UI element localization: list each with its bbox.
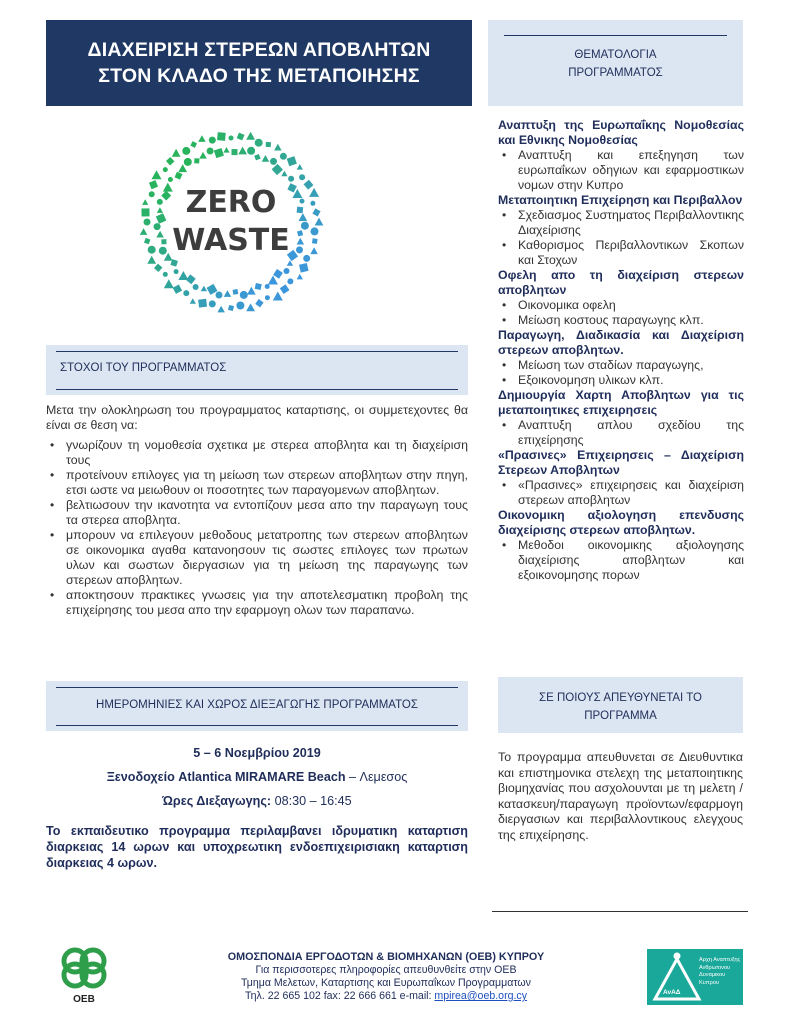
- header-rule-top: [56, 351, 458, 352]
- footer-org: ΟΜΟΣΠΟΝΔΙΑ ΕΡΓΟΔΟΤΩΝ & ΒΙΟΜΗΧΑΝΩΝ (ΟΕΒ) ΚΥΠΡΟΥ: [227, 951, 545, 963]
- goals-intro: Μετα την ολοκληρωση του προγραμματος καταρτισης, οι συμμετεχοντες θα είναι σε θεση να:: [46, 403, 468, 432]
- recycling-icon: [287, 156, 297, 166]
- recycling-icon: [297, 238, 305, 245]
- recycling-icon: [178, 271, 188, 280]
- recycling-icon: [236, 302, 244, 310]
- recycling-icon: [141, 208, 149, 216]
- recycling-icon: [161, 239, 166, 244]
- recycling-icon: [157, 207, 163, 213]
- divider-line: [492, 911, 748, 912]
- theme-section-title: Οφελη απο τη διαχείριση στερεων αποβλητων: [498, 268, 744, 297]
- recycling-icon: [299, 263, 309, 273]
- recycling-icon: [154, 223, 161, 230]
- recycling-icon: [217, 132, 226, 141]
- recycling-icon: [273, 292, 283, 301]
- header-rule-bottom: [56, 389, 458, 390]
- recycling-icon: [156, 231, 164, 238]
- goal-item: • βελτιωσουν την ικανοτητα να εντοπίζουν μεσα απο την παραγωγη τους τα στερεα αποβλητα.: [46, 498, 468, 528]
- recycling-icon: [311, 227, 319, 235]
- theme-item: • Αναπτυξη και επεξηγηση των ευρωπαΐκων οδηγιων και εφαρμοστικων νομων στην Κυπρο: [498, 148, 744, 193]
- theme-section-title: Αναπτυξη της Ευρωπαΐκης Νομοθεσίας και Εθνικης Νομοθεσίας: [498, 118, 744, 147]
- recycling-icon: [144, 238, 150, 244]
- recycling-icon: [198, 135, 206, 142]
- recycling-icon: [142, 199, 148, 205]
- recycling-icon: [172, 149, 181, 157]
- recycling-icon: [303, 255, 310, 262]
- anad-line: Ανθρωπινου: [699, 964, 731, 971]
- anad-line: Κυπρου: [699, 979, 720, 986]
- recycling-icon: [287, 260, 293, 266]
- theme-section-title: Οικονομικη αξιολογηση επενδυσης διαχείρισης στερεων αποβλητων.: [498, 508, 744, 537]
- recycling-icon: [272, 164, 283, 175]
- recycling-icon: [312, 238, 318, 244]
- recycling-icon: [164, 279, 174, 288]
- hours-value: 08:30 – 16:45: [271, 794, 352, 808]
- recycling-icon: [312, 208, 320, 216]
- recycling-icon: [207, 284, 218, 295]
- theme-item: • Μείωση κοστους παραγωγης κλπ.: [498, 313, 744, 328]
- recycling-icon: [190, 298, 196, 304]
- recycling-icon: [152, 170, 162, 179]
- theme-item: • Αναπτυξη απλου σχεδίου της επιχείρησης: [498, 418, 744, 448]
- event-venue: [46, 765, 468, 789]
- theme-section-title: Δημιουργία Χαρτη Αποβλητων για τις μεταποιητικες επιχειρησεις: [498, 388, 744, 417]
- recycling-icon: [161, 191, 171, 201]
- page-title: [46, 20, 472, 106]
- recycling-icon: [229, 136, 234, 141]
- recycling-icon: [216, 292, 223, 299]
- recycling-icon: [246, 303, 255, 311]
- goals-body: [46, 403, 468, 618]
- recycling-icon: [149, 180, 158, 189]
- goals-section-header: [46, 345, 468, 395]
- theme-section-header: [488, 20, 743, 106]
- recycling-icon: [207, 148, 214, 155]
- recycling-icon: [247, 147, 255, 155]
- title-line-1: ΔΙΑΧΕΙΡΙΣΗ ΣΤΕΡΕΩΝ ΑΠΟΒΛΗΤΩΝ: [87, 39, 431, 61]
- recycling-icon: [148, 246, 156, 254]
- waste-text: WASTE: [172, 223, 290, 258]
- recycling-icon: [309, 188, 319, 197]
- audience-header-text: [498, 689, 743, 725]
- anad-text: [699, 957, 741, 987]
- recycling-icon: [182, 147, 190, 155]
- theme-item: • Εξοικονομηση υλικων κλπ.: [498, 373, 744, 388]
- goal-item: • μπορουν να επιλεγουν μεθοδους μετατροπης των στερεων αποβλητων σε οικονομικα αγαθα κατανοησουν τις σωστες επιλογες των πρωτων υλων και σωστων διεργασιων για τη μείωση της παραγωγης των στερεων αποβλητων.: [46, 528, 468, 588]
- recycling-icon: [209, 300, 216, 307]
- anad-line: Αρχη Αναπτυξης: [699, 957, 741, 963]
- recycling-icon: [297, 230, 303, 236]
- recycling-icon: [247, 287, 256, 295]
- recycling-icon: [209, 137, 216, 144]
- footer-contact: [190, 990, 582, 1003]
- recycling-icon: [163, 167, 168, 172]
- recycling-icon: [299, 174, 305, 180]
- recycling-icon: [297, 164, 303, 170]
- recycling-icon: [266, 142, 271, 147]
- recycling-icon: [178, 164, 187, 172]
- recycling-icon: [281, 171, 287, 177]
- venue-city: – Λεμεσος: [345, 770, 408, 784]
- recycling-icon: [184, 158, 192, 166]
- recycling-icon: [163, 272, 168, 277]
- recycling-icon: [233, 289, 239, 295]
- recycling-icon: [237, 133, 245, 141]
- recycling-icon: [201, 286, 207, 292]
- theme-header-line-2: ΠΡΟΓΡΑΜΜΑΤΟΣ: [568, 67, 663, 79]
- recycling-icon: [224, 290, 232, 297]
- recycling-icon: [232, 149, 238, 155]
- goal-item: • γνωρίζουν τη νομοθεσία σχετικα με στερεα αποβλητα και τη διαχείριση τους: [46, 438, 468, 468]
- recycling-icon: [157, 199, 163, 205]
- theme-item: • Σχεδιασμος Συστηματος Περιβαλλοντικης Διαχείρισης: [498, 208, 744, 238]
- recycling-icon: [255, 139, 263, 147]
- recycling-icon: [284, 268, 290, 274]
- theme-item: • Καθορισμος Περιβαλλοντικων Σκοπων και Στοχων: [498, 238, 744, 268]
- recycling-icon: [265, 284, 270, 289]
- recycling-icon: [228, 305, 234, 311]
- theme-section-title: Μεταποιητικη Επιχείρηση και Περιβαλλον: [498, 193, 743, 207]
- recycling-icon: [159, 247, 167, 255]
- recycling-icon: [299, 213, 308, 221]
- recycling-icon: [287, 183, 296, 192]
- theme-section-title: Παραγωγη, Διαδικασία και Διαχείριση στερεων αποβλητων.: [498, 328, 744, 357]
- goal-item: • προτείνουν επιλογες για τη μείωση των στερεων αποβλητων στην πηγη, ετσι ωστε να μειωθουν οι ποσοτητες των παραγομενων αποβλητων.: [46, 468, 468, 498]
- footer-info: Για περισσοτερες πληροφορίες απευθυνθείτε στην ΟΕΒ: [255, 964, 517, 976]
- recycling-icon: [174, 269, 179, 274]
- goal-item: • αποκτησουν πρακτικες γνωσεις για την αποτελεσματικη προβολη της επιχείρησης του μεσα απο την εφαρμογη ολων των παραπανω.: [46, 588, 468, 618]
- audience-text: Το προγραμμα απευθυνεται σε Διευθυντικα και επιστημονικα στελεχη της μεταποιητικης βιομηχανίας που ασχολουνται με τη μελετη / κατασκευη/παραγωγη προϊοντων/εφαρμογη διεργασιων και περιβαλλοντικους ελεγχους της επιχείρησης.: [498, 750, 743, 842]
- recycling-icon: [297, 274, 303, 280]
- theme-header-text: [488, 46, 743, 82]
- footer-phone: Τηλ. 22 665 102 fax: 22 666 661 e-mail:: [244, 990, 435, 1002]
- audience-header-line-2: ΠΡΟΓΡΑΜΜΑ: [584, 710, 657, 722]
- recycling-icon: [274, 144, 282, 151]
- recycling-icon: [238, 147, 247, 155]
- recycling-icon: [194, 158, 199, 163]
- recycling-icon: [280, 284, 290, 294]
- anad-logo: [647, 949, 743, 1005]
- header-rule-top: [56, 687, 458, 688]
- theme-header-line-1: ΘΕΜΑΤΟΛΟΓΙΑ: [574, 49, 657, 61]
- recycling-icon: [280, 153, 287, 160]
- email-link[interactable]: mpirea@oeb.org.cy: [434, 990, 528, 1002]
- recycling-icon: [310, 247, 318, 254]
- recycling-icon: [166, 157, 174, 165]
- venue-name: Ξενοδοχείο Atlantica MIRAMARE Beach: [106, 770, 346, 784]
- goals-header-text: ΣΤΟΧΟΙ ΤΟΥ ΠΡΟΓΡΑΜΜΑΤΟΣ: [60, 362, 227, 374]
- footer: [190, 951, 582, 1003]
- theme-list: [498, 118, 744, 583]
- recycling-icon: [156, 213, 167, 224]
- recycling-icon: [273, 269, 283, 279]
- theme-section-title: «Πρασινες» Επιχειρησεις – Διαχείριση Στερεων Αποβλητων: [498, 448, 744, 477]
- theme-item: • Μείωση των σταδίων παραγωγης,: [498, 358, 744, 373]
- recycling-icon: [140, 228, 148, 235]
- recycling-icon: [255, 299, 263, 307]
- training-note: Το εκπαιδευτικο προγραμμα περιλαμβανει ιδρυματικη καταρτιση διαρκειας 14 ωρων και υποχρεωτικη ενδοεπιχειρισιακη καταρτιση διαρκειας 4 ωρων.: [46, 824, 468, 870]
- recycling-icon: [288, 176, 294, 182]
- recycling-icon: [223, 147, 229, 153]
- recycling-icon: [214, 148, 224, 158]
- header-rule-top: [504, 35, 727, 36]
- recycling-icon: [310, 201, 315, 206]
- recycling-icon: [315, 218, 324, 226]
- recycling-icon: [199, 152, 207, 159]
- recycling-icon: [255, 283, 262, 290]
- recycling-icon: [254, 154, 260, 160]
- zero-waste-logo: [126, 108, 336, 333]
- zero-text: ZERO: [185, 185, 277, 220]
- dates-section-header: [46, 681, 468, 731]
- dates-body: [46, 741, 468, 871]
- recycling-icon: [154, 264, 162, 272]
- recycling-icon: [168, 177, 173, 182]
- recycling-icon: [270, 158, 277, 165]
- audience-header-line-1: ΣΕ ΠΟΙΟΥΣ ΑΠΕΥΘΥΝΕΤΑΙ ΤΟ: [538, 692, 702, 704]
- recycling-icon: [173, 284, 182, 293]
- recycling-icon: [304, 180, 314, 190]
- recycling-icon: [193, 284, 199, 290]
- recycling-icon: [149, 191, 155, 197]
- theme-item: • Μεθοδοι οικονομικης αξιολογησης διαχείρισης αποβλητων και εξοικονομησης πορων: [498, 538, 744, 583]
- audience-section-header: [498, 677, 743, 733]
- recycling-icon: [147, 256, 156, 264]
- recycling-icon: [163, 183, 173, 192]
- anad-abbr: ΑνΑΔ: [663, 989, 681, 996]
- recycling-icon: [300, 199, 305, 204]
- recycling-icon: [262, 155, 270, 162]
- oeb-logo-text: OEB: [73, 994, 95, 1005]
- dates-header-text: ΗΜΕΡΟΜΗΝΙΕΣ ΚΑΙ ΧΩΡΟΣ ΔΙΕΞΑΓΩΓΗΣ ΠΡΟΓΡΑΜΜΑΤΟΣ: [96, 699, 418, 711]
- event-hours: [46, 789, 468, 813]
- oeb-logo: [56, 944, 112, 1004]
- footer-department: Τμημα Μελετων, Καταρτισης και Ευρωπαΐκων Προγραμματων: [241, 977, 531, 989]
- recycling-icon: [287, 278, 293, 284]
- recycling-icon: [246, 132, 255, 140]
- goals-list: [46, 438, 468, 618]
- theme-item: • «Πρασινες» επιχειρησεις και διαχείριση στερεων αποβλητων: [498, 478, 744, 508]
- recycling-icon: [296, 246, 303, 253]
- recycling-icon: [198, 299, 207, 308]
- recycling-icon: [183, 290, 189, 296]
- theme-item: • Οικονομικα οφελη: [498, 298, 744, 313]
- recycling-icon: [144, 219, 151, 226]
- recycling-icon: [190, 141, 197, 148]
- header-rule-bottom: [56, 725, 458, 726]
- hours-label: Ώρες Διεξαγωγης:: [162, 794, 272, 808]
- recycling-icon: [217, 306, 225, 313]
- recycling-icon: [240, 291, 248, 299]
- anad-line: Δυναμικου: [699, 972, 726, 978]
- event-date: 5 – 6 Νοεμβρίου 2019: [193, 746, 321, 760]
- recycling-icon: [297, 207, 304, 214]
- title-line-2: ΣΤΟΝ ΚΛΑΔΟ ΤΗΣ ΜΕΤΑΠΟΙΗΣΗΣ: [98, 65, 420, 87]
- recycling-icon: [301, 222, 309, 230]
- recycling-icon: [265, 295, 270, 300]
- recycling-icon: [175, 172, 183, 180]
